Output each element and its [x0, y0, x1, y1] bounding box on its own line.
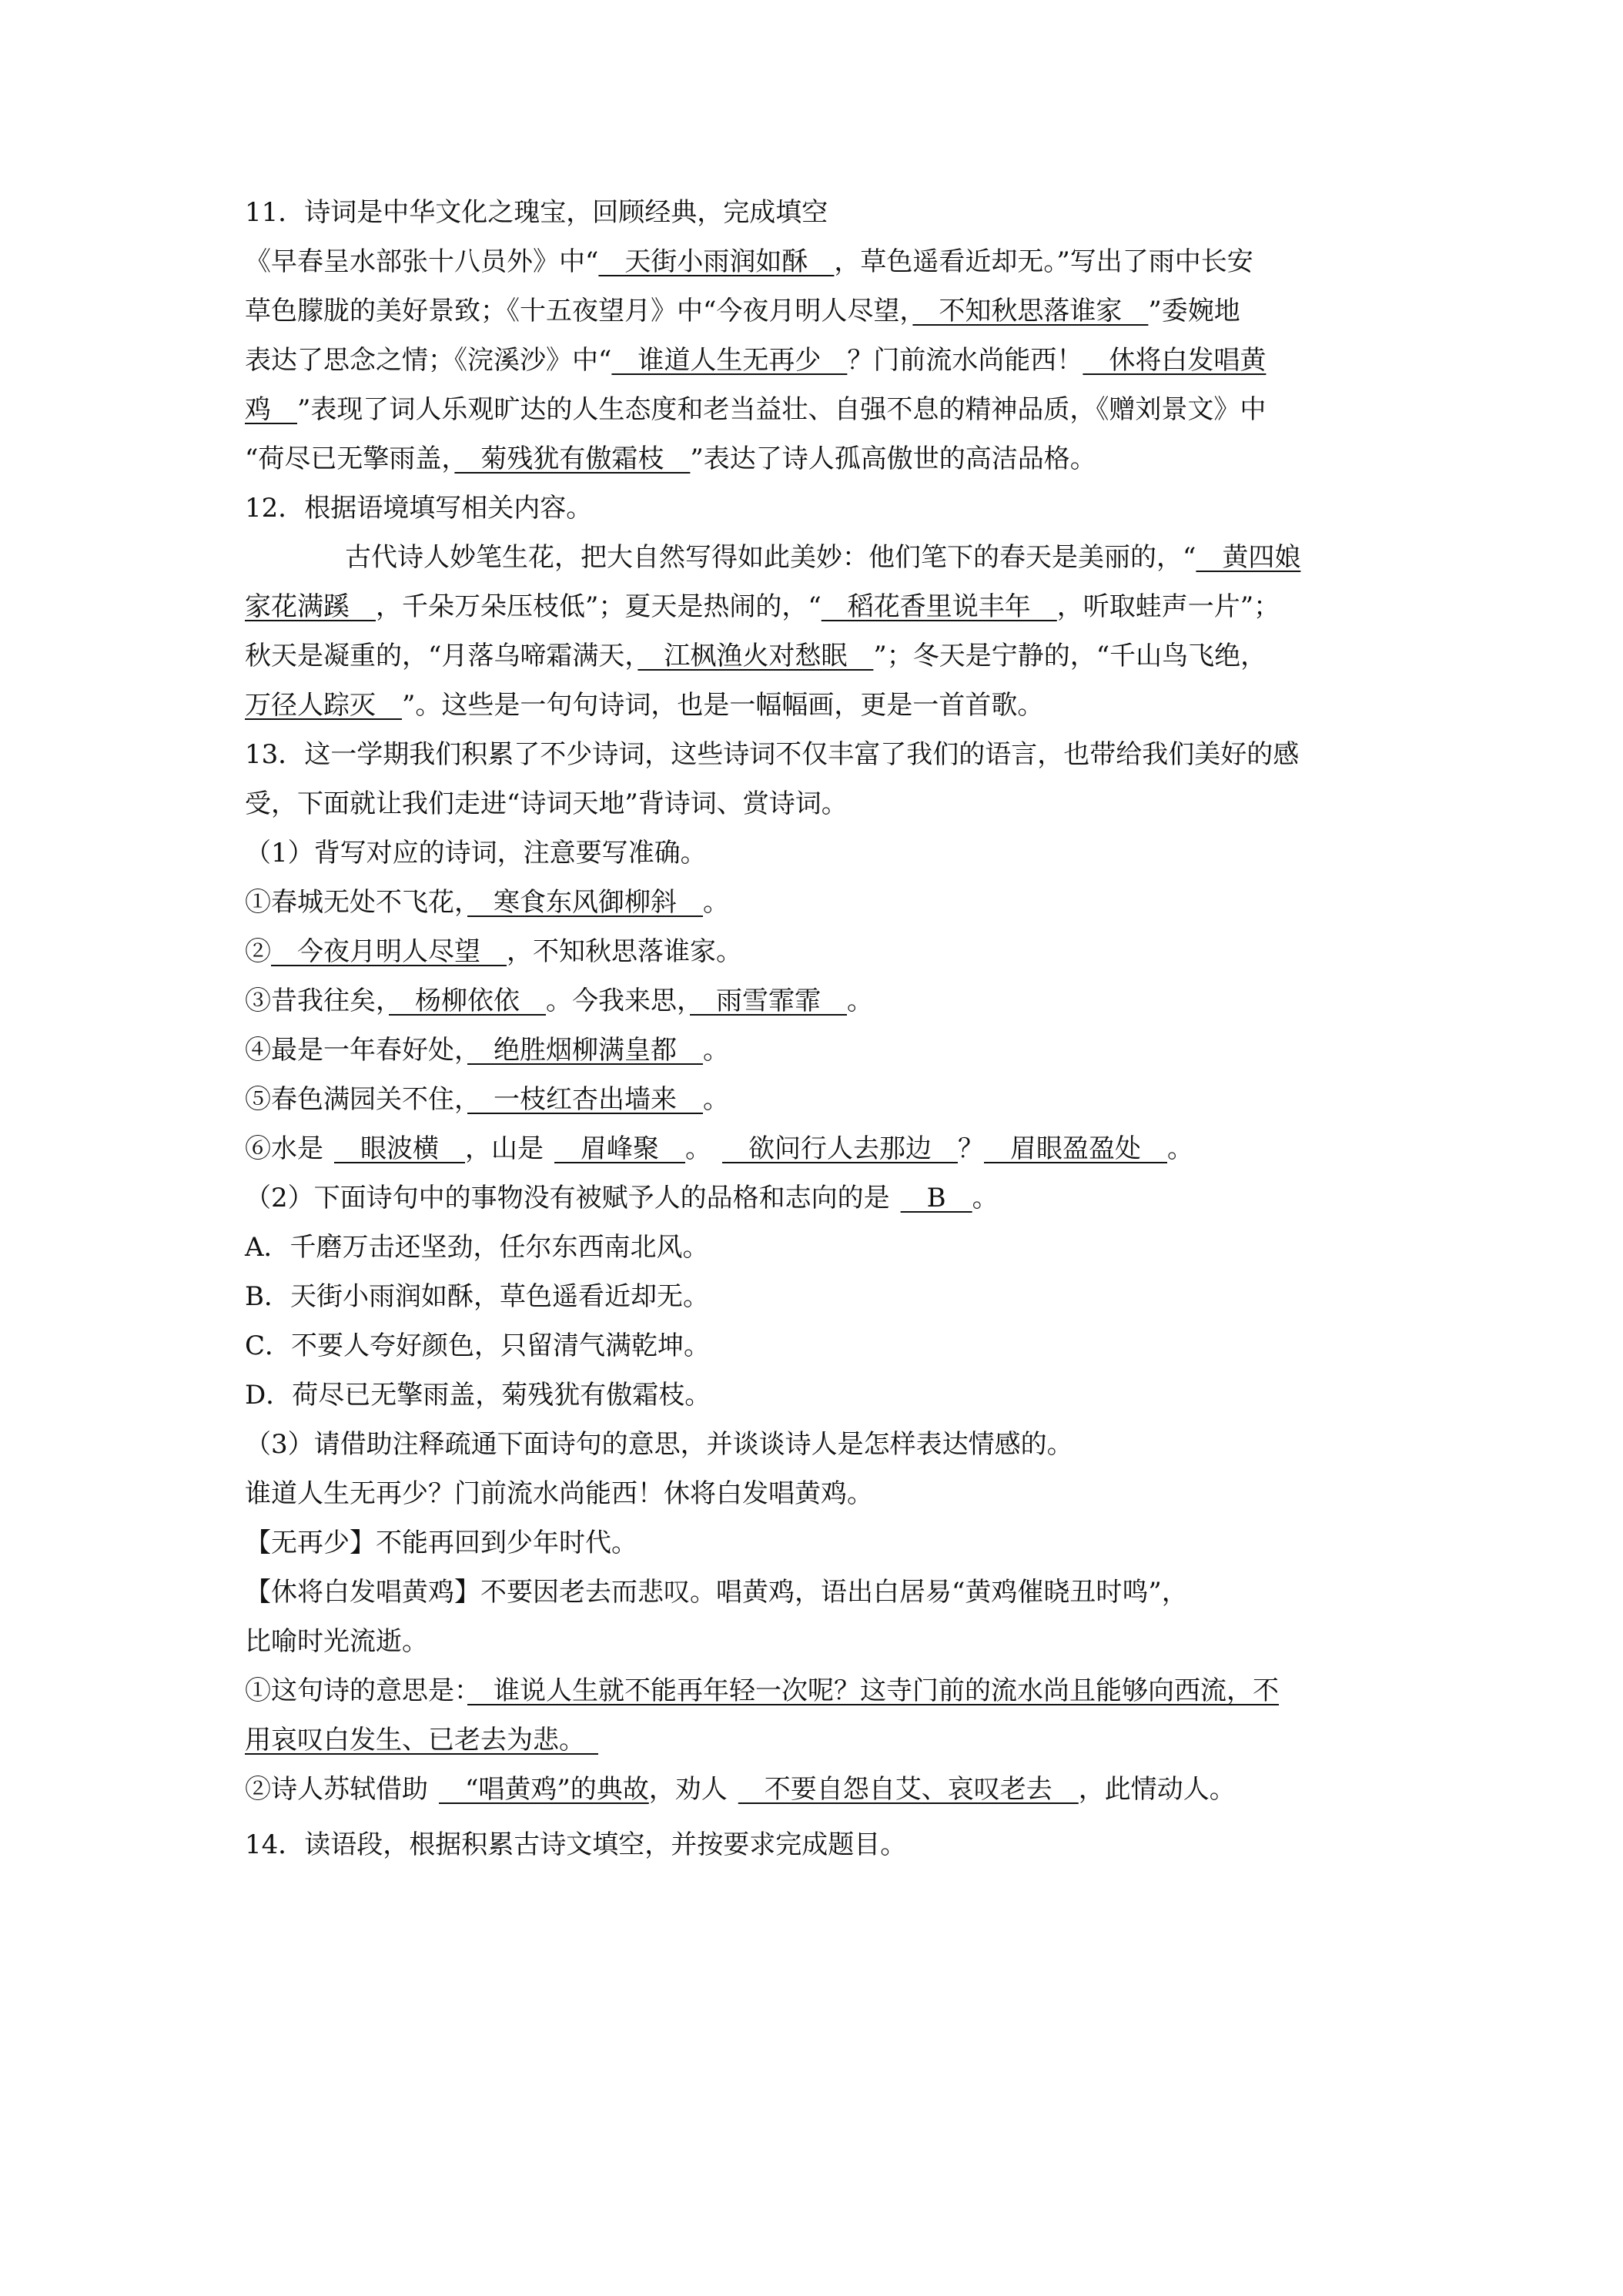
text: 。 [847, 986, 873, 1016]
text: 。 [703, 887, 729, 918]
text: 。 [685, 1133, 711, 1164]
answer-blank: 鸡 [245, 394, 297, 425]
text: ③昔我往矣， [245, 986, 389, 1016]
answer-blank: 稻花香里说丰年 [821, 591, 1057, 622]
text: ② [245, 936, 271, 967]
text: ④最是一年春好处， [245, 1035, 467, 1066]
answer-blank: 眼波横 [334, 1133, 465, 1164]
q11-title [245, 194, 828, 231]
text: （3）请借助注释疏通下面诗句的意思，并谈谈诗人是怎样表达情感的。 [245, 1429, 1073, 1460]
q13-item-4 [245, 1032, 729, 1069]
q14-text: 14．读语段，根据积累古诗文填空，并按要求完成题目。 [245, 1829, 907, 1860]
text: ”表现了词人乐观旷达的人生态度和老当益壮、自强不息的精神品质，《赠刘景文》中 [297, 394, 1267, 425]
q11-text: 11．诗词是中华文化之瑰宝，回顾经典，完成填空 [245, 197, 828, 228]
text: 《早春呈水部张十八员外》中“ [245, 246, 599, 277]
text: ？门前流水尚能西！ [847, 345, 1083, 376]
text: “荷尽已无擎雨盖， [245, 443, 455, 474]
answer-1-cont [245, 1722, 598, 1759]
q14-title [245, 1826, 906, 1863]
q11-line-2 [245, 243, 1253, 280]
text: ，不知秋思落谁家。 [507, 936, 742, 967]
answer-2 [245, 1771, 1236, 1808]
q13-item-3 [245, 982, 873, 1019]
text: D．荷尽已无擎雨盖，菊残犹有傲霜枝。 [245, 1380, 711, 1411]
answer-blank: 眉眼盈盈处 [984, 1133, 1167, 1164]
q11-line-6 [245, 440, 1096, 477]
answer-blank: 黄四娘 [1196, 542, 1301, 573]
text: ⑤春色满园关不住， [245, 1084, 467, 1115]
answer-blank: 绝胜烟柳满皇都 [467, 1035, 703, 1066]
q13-item-6 [245, 1130, 1193, 1167]
text: 谁道人生无再少？门前流水尚能西！休将白发唱黄鸡。 [245, 1478, 873, 1509]
answer-blank: 万径人踪灭 [245, 690, 402, 721]
text: ？ [958, 1133, 984, 1164]
q13-title [245, 736, 1299, 773]
text: ，千朵万朵压枝低”；夏天是热闹的，“ [376, 591, 822, 622]
q13-item-5 [245, 1081, 729, 1118]
q12-line-4 [245, 638, 1267, 674]
answer-blank: 谁道人生无再少 [611, 345, 848, 376]
text: 。 [1167, 1133, 1193, 1164]
option-d [245, 1377, 711, 1414]
text: （1）背写对应的诗词，注意要写准确。 [245, 838, 707, 869]
answer-blank: B [900, 1183, 972, 1213]
q13-part-3 [245, 1426, 1073, 1463]
answer-blank: 欲问行人去那边 [722, 1133, 958, 1164]
answer-blank: 寒食东风御柳斜 [467, 887, 703, 918]
answer-blank: 今夜月明人尽望 [271, 936, 507, 967]
q12-line-3 [245, 588, 1280, 625]
text: ”。这些是一句句诗词，也是一幅幅画，更是一首首歌。 [402, 690, 1044, 721]
q11-line-4 [245, 342, 1266, 379]
text: 表达了思念之情；《浣溪沙》中“ [245, 345, 612, 376]
text: ，山是 [465, 1133, 544, 1164]
q13-text: 13．这一学期我们积累了不少诗词，这些诗词不仅丰富了我们的语言，也带给我们美好的感 [245, 739, 1300, 770]
text: 。 [703, 1084, 729, 1115]
answer-blank: 江枫渔火对愁眠 [637, 641, 874, 671]
text: ⑥水是 [245, 1133, 323, 1164]
option-a [245, 1229, 709, 1266]
text: C．不要人夸好颜色，只留清气满乾坤。 [245, 1330, 711, 1361]
text: 比喻时光流逝。 [245, 1626, 428, 1657]
text: B．天街小雨润如酥，草色遥看近却无。 [245, 1281, 709, 1312]
text: ，听取蛙声一片”； [1056, 591, 1280, 622]
text: 秋天是凝重的，“月落乌啼霜满天， [245, 641, 638, 671]
text: ①这句诗的意思是： [245, 1675, 467, 1706]
text: 古代诗人妙笔生花，把大自然写得如此美妙：他们笔下的春天是美丽的，“ [345, 542, 1196, 573]
text: ，劝人 [648, 1774, 728, 1805]
note-2 [245, 1574, 1188, 1611]
answer-1 [245, 1672, 1279, 1709]
q12-title [245, 490, 592, 527]
q11-line-5 [245, 391, 1266, 428]
text: ①春城无处不飞花， [245, 887, 467, 918]
poem-line [245, 1475, 873, 1512]
note-1 [245, 1525, 637, 1561]
text: ”委婉地 [1148, 296, 1240, 326]
q13-part-2 [245, 1180, 999, 1217]
answer-blank: 天街小雨润如酥 [598, 246, 835, 277]
text: A．千磨万击还坚劲，任尔东西南北风。 [245, 1232, 709, 1263]
answer-blank: 眉峰聚 [554, 1133, 685, 1164]
text: （2）下面诗句中的事物没有被赋予人的品格和志向的是 [245, 1183, 890, 1213]
q11-line-3 [245, 293, 1240, 330]
answer-blank: 家花满蹊 [245, 591, 376, 622]
text: 受，下面就让我们走进“诗词天地”背诗词、赏诗词。 [245, 788, 848, 819]
text: ，此情动人。 [1078, 1774, 1236, 1805]
q12-line-2 [345, 539, 1300, 576]
q13-line-2 [245, 785, 848, 822]
option-b [245, 1278, 709, 1315]
text: 草色朦胧的美好景致；《十五夜望月》中“今夜月明人尽望， [245, 296, 913, 326]
text: 。今我来思， [546, 986, 690, 1016]
q13-item-2 [245, 933, 742, 970]
note-2-cont [245, 1623, 428, 1660]
answer-blank: 用哀叹白发生、已老去为悲。 [245, 1725, 598, 1755]
answer-blank: 不要自怨自艾、哀叹老去 [738, 1774, 1079, 1805]
q13-item-1 [245, 884, 729, 921]
answer-blank: 雨雪霏霏 [690, 986, 847, 1016]
answer-blank: 杨柳依依 [389, 986, 546, 1016]
text: ”；冬天是宁静的，“千山鸟飞绝， [873, 641, 1267, 671]
option-c [245, 1327, 710, 1364]
answer-blank: 休将白发唱黄 [1083, 345, 1267, 376]
text: 【休将白发唱黄鸡】不要因老去而悲叹。唱黄鸡，语出白居易“黄鸡催晓丑时鸣”， [245, 1577, 1188, 1608]
q12-text: 12．根据语境填写相关内容。 [245, 493, 593, 524]
text: 【无再少】不能再回到少年时代。 [245, 1528, 637, 1558]
answer-blank: “唱黄鸡”的典故 [439, 1774, 649, 1805]
answer-blank: 菊残犹有傲霜枝 [454, 443, 691, 474]
text: ②诗人苏轼借助 [245, 1774, 428, 1805]
answer-blank: 一枝红杏出墙来 [467, 1084, 703, 1115]
q13-part-1 [245, 835, 707, 872]
text: 。 [972, 1183, 999, 1213]
q12-line-5 [245, 687, 1043, 724]
text: ，草色遥看近却无。”写出了雨中长安 [834, 246, 1253, 277]
text: 。 [703, 1035, 729, 1066]
answer-blank: 谁说人生就不能再年轻一次呢？这寺门前的流水尚且能够向西流，不 [467, 1675, 1279, 1706]
answer-blank: 不知秋思落谁家 [912, 296, 1149, 326]
text: ”表达了诗人孤高傲世的高洁品格。 [690, 443, 1096, 474]
